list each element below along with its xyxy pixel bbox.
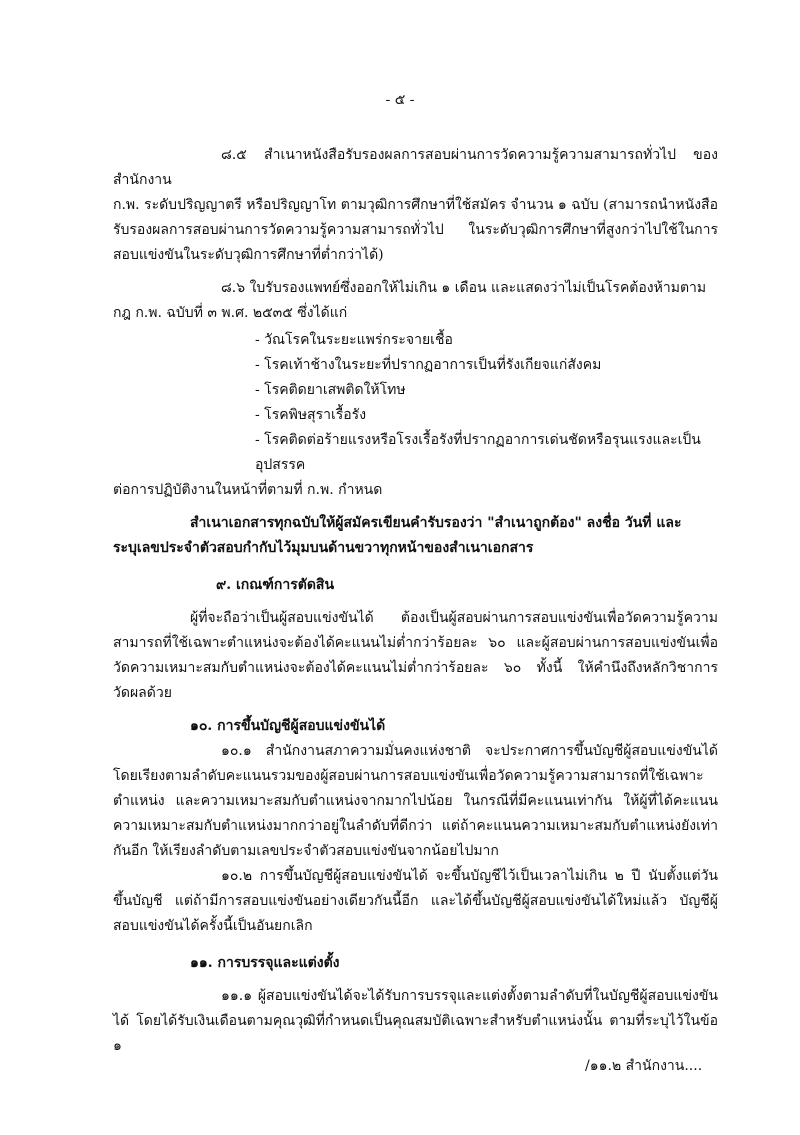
section-10-heading: ๑๐. การขึ้นบัญชีผู้สอบแข่งขันได้: [190, 718, 386, 734]
list-item: - โรคติดยาเสพติดให้โทษ: [255, 382, 406, 398]
item-8-5-rest: ก.พ. ระดับปริญญาตรี หรือปริญญาโท ตามวุฒิการศึกษาที่ใช้สมัคร จำนวน ๑ ฉบับ (สามารถนำหนังสือรับรองผลการสอบผ่านการวัดความรู้ความสามารถทั่วไป ในระดับวุฒิการศึกษาที่สูงกว่าไปใช้ในการสอบแข่งขันในระดับวุฒิการศึกษาที่ต่ำกว่าได้): [113, 197, 719, 263]
section-10-2: ๑๐.๒ การขึ้นบัญชีผู้สอบแข่งขันได้ จะขึ้นบัญชีไว้เป็นเวลาไม่เกิน ๒ ปี นับตั้งแต่วันขึ้นบัญชี แต่ถ้ามีการสอบแข่งขันอย่างเดียวกันนี้อีก และได้ขึ้นบัญชีผู้สอบแข่งขันได้ใหม่แล้ว บัญชีผู้สอบแข่งขันได้ครั้งนี้เป็นอันยกเลิก: [113, 868, 718, 934]
item-8-6-tail: ต่อการปฏิบัติงานในหน้าที่ตามที่ ก.พ. กำหนด: [113, 482, 383, 498]
continuation-footer: /๑๑.๒ สำนักงาน....: [585, 1058, 703, 1074]
item-8-5-first: ๘.๕ สำเนาหนังสือรับรองผลการสอบผ่านการวัดความรู้ความสามารถทั่วไป ของสำนักงาน: [113, 147, 718, 188]
section-9-body: ผู้ที่จะถือว่าเป็นผู้สอบแข่งขันได้ ต้องเป็นผู้สอบผ่านการสอบแข่งขันเพื่อวัดความรู้ความสามารถที่ใช้เฉพาะตำแหน่งจะต้องได้คะแนนไม่ต่ำกว่าร้อยละ ๖๐ และผู้สอบผ่านการสอบแข่งขันเพื่อวัดความเหมาะสมกับตำแหน่งจะต้องได้คะแนนไม่ต่ำกว่าร้อยละ ๖๐ ทั้งนี้ ให้คำนึงถึงหลักวิชาการวัดผลด้วย: [113, 610, 718, 701]
certify-note-rest: ระบุเลขประจำตัวสอบกำกับไว้มุมบนด้านขวาทุกหน้าของสำเนาเอกสาร: [113, 540, 534, 556]
disease-list: [113, 328, 718, 478]
list-item: - โรคติดต่อร้ายแรงหรือโรงเรื้อรังที่ปรากฏอาการเด่นชัดหรือรุนแรงและเป็นอุปสรรค: [255, 432, 701, 473]
item-8-6-first: ๘.๖ ใบรับรองแพทย์ซึ่งออกให้ไม่เกิน ๑ เดือน และแสดงว่าไม่เป็นโรคต้องห้ามตาม: [221, 280, 707, 296]
section-11-heading: ๑๑. การบรรจุและแต่งตั้ง: [190, 955, 340, 971]
certify-note-first: สำเนาเอกสารทุกฉบับให้ผู้สมัครเขียนคำรับรองว่า "สำเนาถูกต้อง" ลงชื่อ วันที่ และ: [190, 515, 682, 531]
list-item: - โรคเท้าช้างในระยะที่ปรากฏอาการเป็นที่รังเกียจแก่สังคม: [255, 357, 602, 373]
section-9-heading: ๙. เกณฑ์การตัดสิน: [216, 577, 335, 593]
list-item: - โรคพิษสุราเรื้อรัง: [255, 407, 367, 423]
section-11-1: ๑๑.๑ ผู้สอบแข่งขันได้จะได้รับการบรรจุและแต่งตั้งตามลำดับที่ในบัญชีผู้สอบแข่งขันได้ โดยได้รับเงินเดือนตามคุณวุฒิที่กำหนดเป็นคุณสมบัติเฉพาะสำหรับตำแหน่งนั้น ตามที่ระบุไว้ในข้อ ๑: [113, 988, 718, 1054]
list-item: - วัณโรคในระยะแพร่กระจายเชื้อ: [255, 332, 453, 348]
page-number: - ๕ -: [385, 92, 415, 108]
section-10-1: ๑๐.๑ สำนักงานสภาความมั่นคงแห่งชาติ จะประกาศการขึ้นบัญชีผู้สอบแข่งขันได้โดยเรียงตามลำดับคะแนนรวมของผู้สอบผ่านการสอบแข่งขันเพื่อวัดความรู้ความสามารถที่ใช้เฉพาะตำแหน่ง และความเหมาะสมกับตำแหน่งจากมากไปน้อย ในกรณีที่มีคะแนนเท่ากัน ให้ผู้ที่ได้คะแนนความเหมาะสมกับตำแหน่งมากกว่าอยู่ในลำดับที่ดีกว่า แต่ถ้าคะแนนความเหมาะสมกับตำแหน่งยังเท่ากันอีก ให้เรียงลำดับตามเลขประจำตัวสอบแข่งขันจากน้อยไปมาก: [113, 743, 718, 859]
item-8-6-second: กฎ ก.พ. ฉบับที่ ๓ พ.ศ. ๒๕๓๕ ซึ่งได้แก่: [113, 305, 348, 321]
